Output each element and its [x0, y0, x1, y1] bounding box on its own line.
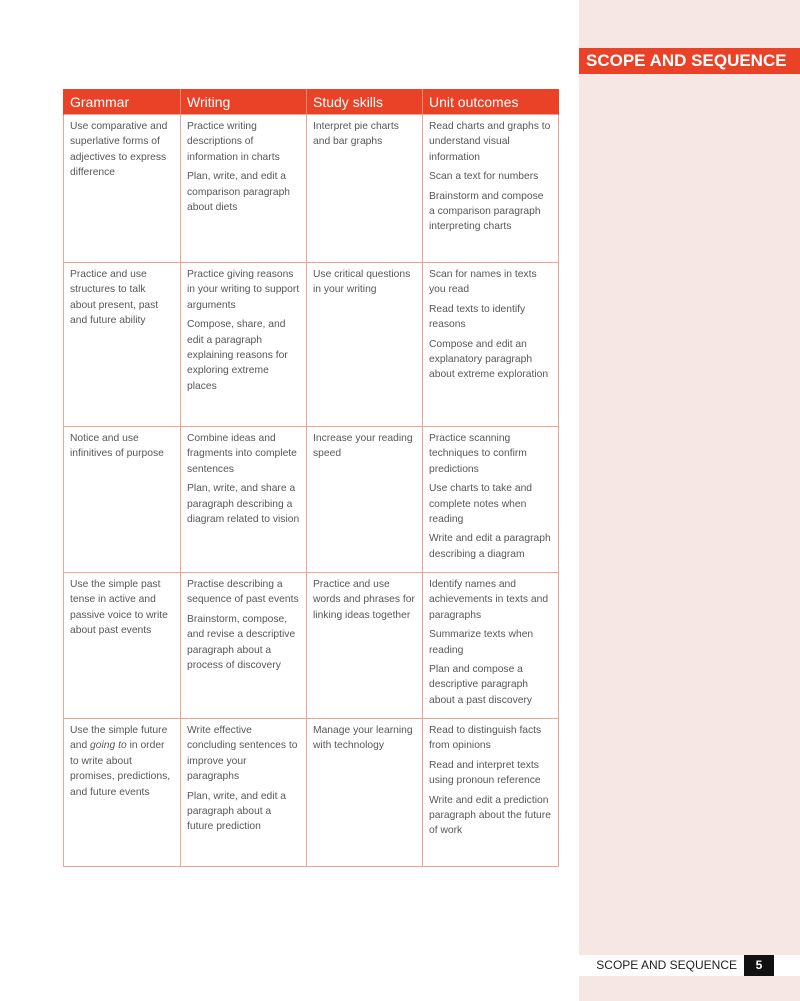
cell-text: Plan and compose a descriptive paragraph about a past discovery	[429, 664, 533, 706]
cell-text: Plan, write, and share a paragraph describing a diagram related to vision	[187, 483, 300, 526]
scope-and-sequence-table	[63, 89, 559, 867]
cell-text: Practice and use structures to talk about present, past and future ability	[70, 269, 159, 327]
study-skills-cell	[307, 719, 423, 867]
cell-text: Read and interpret texts using pronoun reference	[429, 759, 541, 787]
unit-outcomes-cell	[423, 573, 559, 719]
cell-text: Scan a text for numbers	[429, 171, 539, 183]
cell-text: Read texts to identify reasons	[429, 303, 526, 331]
cell-text: Brainstorm and compose a comparison paragraph interpreting charts	[429, 190, 544, 233]
cell-text: Compose and edit an explanatory paragraph about extreme exploration	[429, 338, 549, 381]
cell-text: Interpret pie charts and bar graphs	[313, 121, 399, 148]
cell-text-italic: going to	[90, 740, 127, 752]
cell-text: Use charts to take and complete notes when reading	[429, 483, 533, 526]
table-row	[64, 427, 559, 573]
unit-outcomes-cell	[423, 263, 559, 427]
cell-text: Practice giving reasons in your writing to support arguments	[187, 269, 300, 311]
cell-text: Practise describing a sequence of past events	[187, 579, 299, 606]
cell-text: Read charts and graphs to understand visual information	[429, 121, 551, 163]
grammar-cell	[64, 115, 181, 263]
header-study-skills: Study skills	[307, 89, 423, 115]
cell-text: Practice scanning techniques to confirm predictions	[429, 433, 527, 475]
cell-text-part: Use the simple future and	[70, 725, 168, 752]
cell-text: Increase your reading speed	[313, 433, 413, 460]
cell-text-part: in order to write about promises, predictions, and future events	[70, 740, 171, 798]
writing-cell	[181, 719, 307, 867]
writing-cell	[181, 263, 307, 427]
table-header-row	[64, 89, 559, 115]
table-row	[64, 263, 559, 427]
table-row	[64, 719, 559, 867]
cell-text: Write effective concluding sentences to improve your paragraphs	[187, 725, 298, 783]
grammar-cell	[64, 719, 181, 867]
cell-text: Practice and use words and phrases for linking ideas together	[313, 579, 415, 621]
header-writing: Writing	[181, 89, 307, 115]
cell-text: Write and edit a paragraph describing a diagram	[429, 533, 551, 560]
page-number: 5	[744, 955, 774, 976]
writing-cell	[181, 427, 307, 573]
study-skills-cell	[307, 115, 423, 263]
cell-text: Scan for names in texts you read	[429, 269, 537, 296]
footer-label: SCOPE AND SEQUENCE	[596, 958, 737, 972]
cell-text: Summarize texts when reading	[429, 629, 534, 656]
table-row	[64, 573, 559, 719]
page-footer	[579, 955, 800, 976]
cell-text: Manage your learning with technology	[313, 725, 413, 752]
sidebar-panel	[579, 0, 800, 1001]
cell-text: Combine ideas and fragments into complete sentences	[187, 433, 297, 475]
cell-text: Brainstorm, compose, and revise a descriptive paragraph about a process of discovery	[187, 613, 296, 672]
cell-text: Identify names and achievements in texts and paragraphs	[429, 579, 549, 621]
cell-text: Use the simple past tense in active and passive voice to write about past events	[70, 579, 168, 637]
cell-text: Use comparative and superlative forms of adjectives to express difference	[70, 121, 168, 179]
cell-text: Compose, share, and edit a paragraph explaining reasons for exploring extreme places	[187, 319, 288, 392]
cell-text: Plan, write, and edit a comparison paragraph about diets	[187, 171, 291, 214]
unit-outcomes-cell	[423, 427, 559, 573]
study-skills-cell	[307, 263, 423, 427]
grammar-cell	[64, 573, 181, 719]
writing-cell	[181, 573, 307, 719]
grammar-cell	[64, 427, 181, 573]
unit-outcomes-cell	[423, 719, 559, 867]
cell-text	[70, 723, 174, 800]
study-skills-cell	[307, 427, 423, 573]
cell-text: Use critical questions in your writing	[313, 269, 411, 296]
header-grammar: Grammar	[64, 89, 181, 115]
grammar-cell	[64, 263, 181, 427]
unit-outcomes-cell	[423, 115, 559, 263]
table-row	[64, 115, 559, 263]
writing-cell	[181, 115, 307, 263]
section-banner: SCOPE AND SEQUENCE	[579, 48, 800, 74]
cell-text: Plan, write, and edit a paragraph about a future prediction	[187, 790, 287, 833]
cell-text: Notice and use infinitives of purpose	[70, 433, 164, 460]
study-skills-cell	[307, 573, 423, 719]
cell-text: Practice writing descriptions of information in charts	[187, 121, 280, 163]
cell-text: Read to distinguish facts from opinions	[429, 725, 542, 752]
header-unit-outcomes: Unit outcomes	[423, 89, 559, 115]
cell-text: Write and edit a prediction paragraph about the future of work	[429, 794, 551, 837]
